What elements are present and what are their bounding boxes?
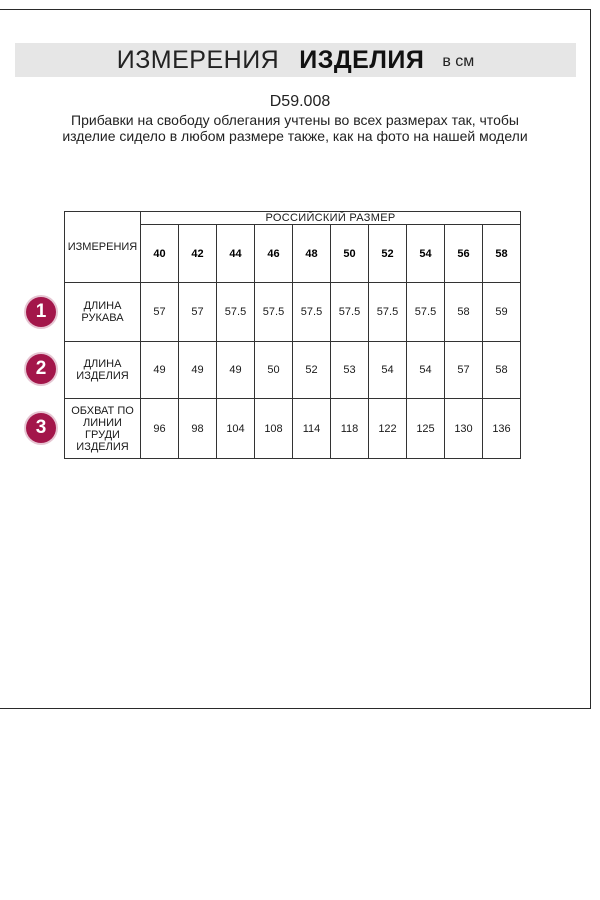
row-label-line: ЛИНИИ: [83, 416, 122, 429]
value-cell: 57: [179, 283, 217, 342]
size-cell: 54: [407, 225, 445, 283]
size-cell: 52: [369, 225, 407, 283]
row-label-line: ИЗДЕЛИЯ: [76, 370, 129, 382]
article-code: D59.008: [269, 93, 331, 110]
size-cell: 40: [141, 225, 179, 283]
size-group-header: РОССИЙСКИЙ РАЗМЕР: [141, 212, 521, 225]
value-cell: 52: [293, 342, 331, 399]
table-row-chest-circumference: [65, 399, 521, 459]
value-cell: 57.5: [331, 283, 369, 342]
value-cell: 58: [445, 283, 483, 342]
size-table: [64, 211, 521, 459]
badge-3: 3: [26, 413, 56, 443]
size-cell: 50: [331, 225, 369, 283]
value-cell: 50: [255, 342, 293, 399]
row-label-line: ДЛИНА: [83, 358, 122, 370]
value-cell: 57.5: [217, 283, 255, 342]
value-cell: 49: [217, 342, 255, 399]
value-cell: 49: [179, 342, 217, 399]
value-cell: 57.5: [369, 283, 407, 342]
row-label-line: ДЛИНА: [83, 300, 122, 312]
title-bar: [15, 43, 576, 77]
value-cell: 54: [407, 342, 445, 399]
table-row-garment-length: [65, 342, 521, 399]
badge-1: 1: [26, 297, 56, 327]
size-cell: 46: [255, 225, 293, 283]
title-bold: ИЗДЕЛИЯ: [299, 45, 425, 74]
value-cell: 57.5: [255, 283, 293, 342]
title-regular: ИЗМЕРЕНИЯ: [116, 45, 280, 74]
value-cell: 130: [445, 399, 483, 459]
row-label-line: ГРУДИ: [85, 428, 120, 441]
value-cell: 114: [293, 399, 331, 459]
title-units: в см: [442, 52, 475, 70]
value-cell: 54: [369, 342, 407, 399]
value-cell: 59: [483, 283, 521, 342]
value-cell: 125: [407, 399, 445, 459]
size-cell: 42: [179, 225, 217, 283]
value-cell: 104: [217, 399, 255, 459]
value-cell: 122: [369, 399, 407, 459]
table-row-sleeve-length: [65, 283, 521, 342]
value-cell: 58: [483, 342, 521, 399]
value-cell: 53: [331, 342, 369, 399]
value-cell: 96: [141, 399, 179, 459]
size-cell: 56: [445, 225, 483, 283]
value-cell: 136: [483, 399, 521, 459]
header-row: [65, 212, 521, 225]
value-cell: 57.5: [407, 283, 445, 342]
value-cell: 118: [331, 399, 369, 459]
row-label-line: ОБХВАТ ПО: [71, 404, 134, 417]
size-cell: 48: [293, 225, 331, 283]
row-label: [65, 342, 141, 399]
value-cell: 49: [141, 342, 179, 399]
fit-note: Прибавки на свободу облегания учтены во всех размерах так, чтобы изделие сидело в любом размере также, как на фото на нашей модели: [62, 112, 528, 144]
badge-2: 2: [26, 354, 56, 384]
value-cell: 98: [179, 399, 217, 459]
row-label-line: ИЗДЕЛИЯ: [76, 440, 129, 453]
measurements-header: ИЗМЕРЕНИЯ: [65, 212, 141, 283]
size-cell: 58: [483, 225, 521, 283]
size-cell: 44: [217, 225, 255, 283]
row-label: [65, 399, 141, 459]
value-cell: 57: [141, 283, 179, 342]
row-label: [65, 283, 141, 342]
value-cell: 57.5: [293, 283, 331, 342]
value-cell: 57: [445, 342, 483, 399]
row-label-line: РУКАВА: [81, 312, 124, 324]
value-cell: 108: [255, 399, 293, 459]
